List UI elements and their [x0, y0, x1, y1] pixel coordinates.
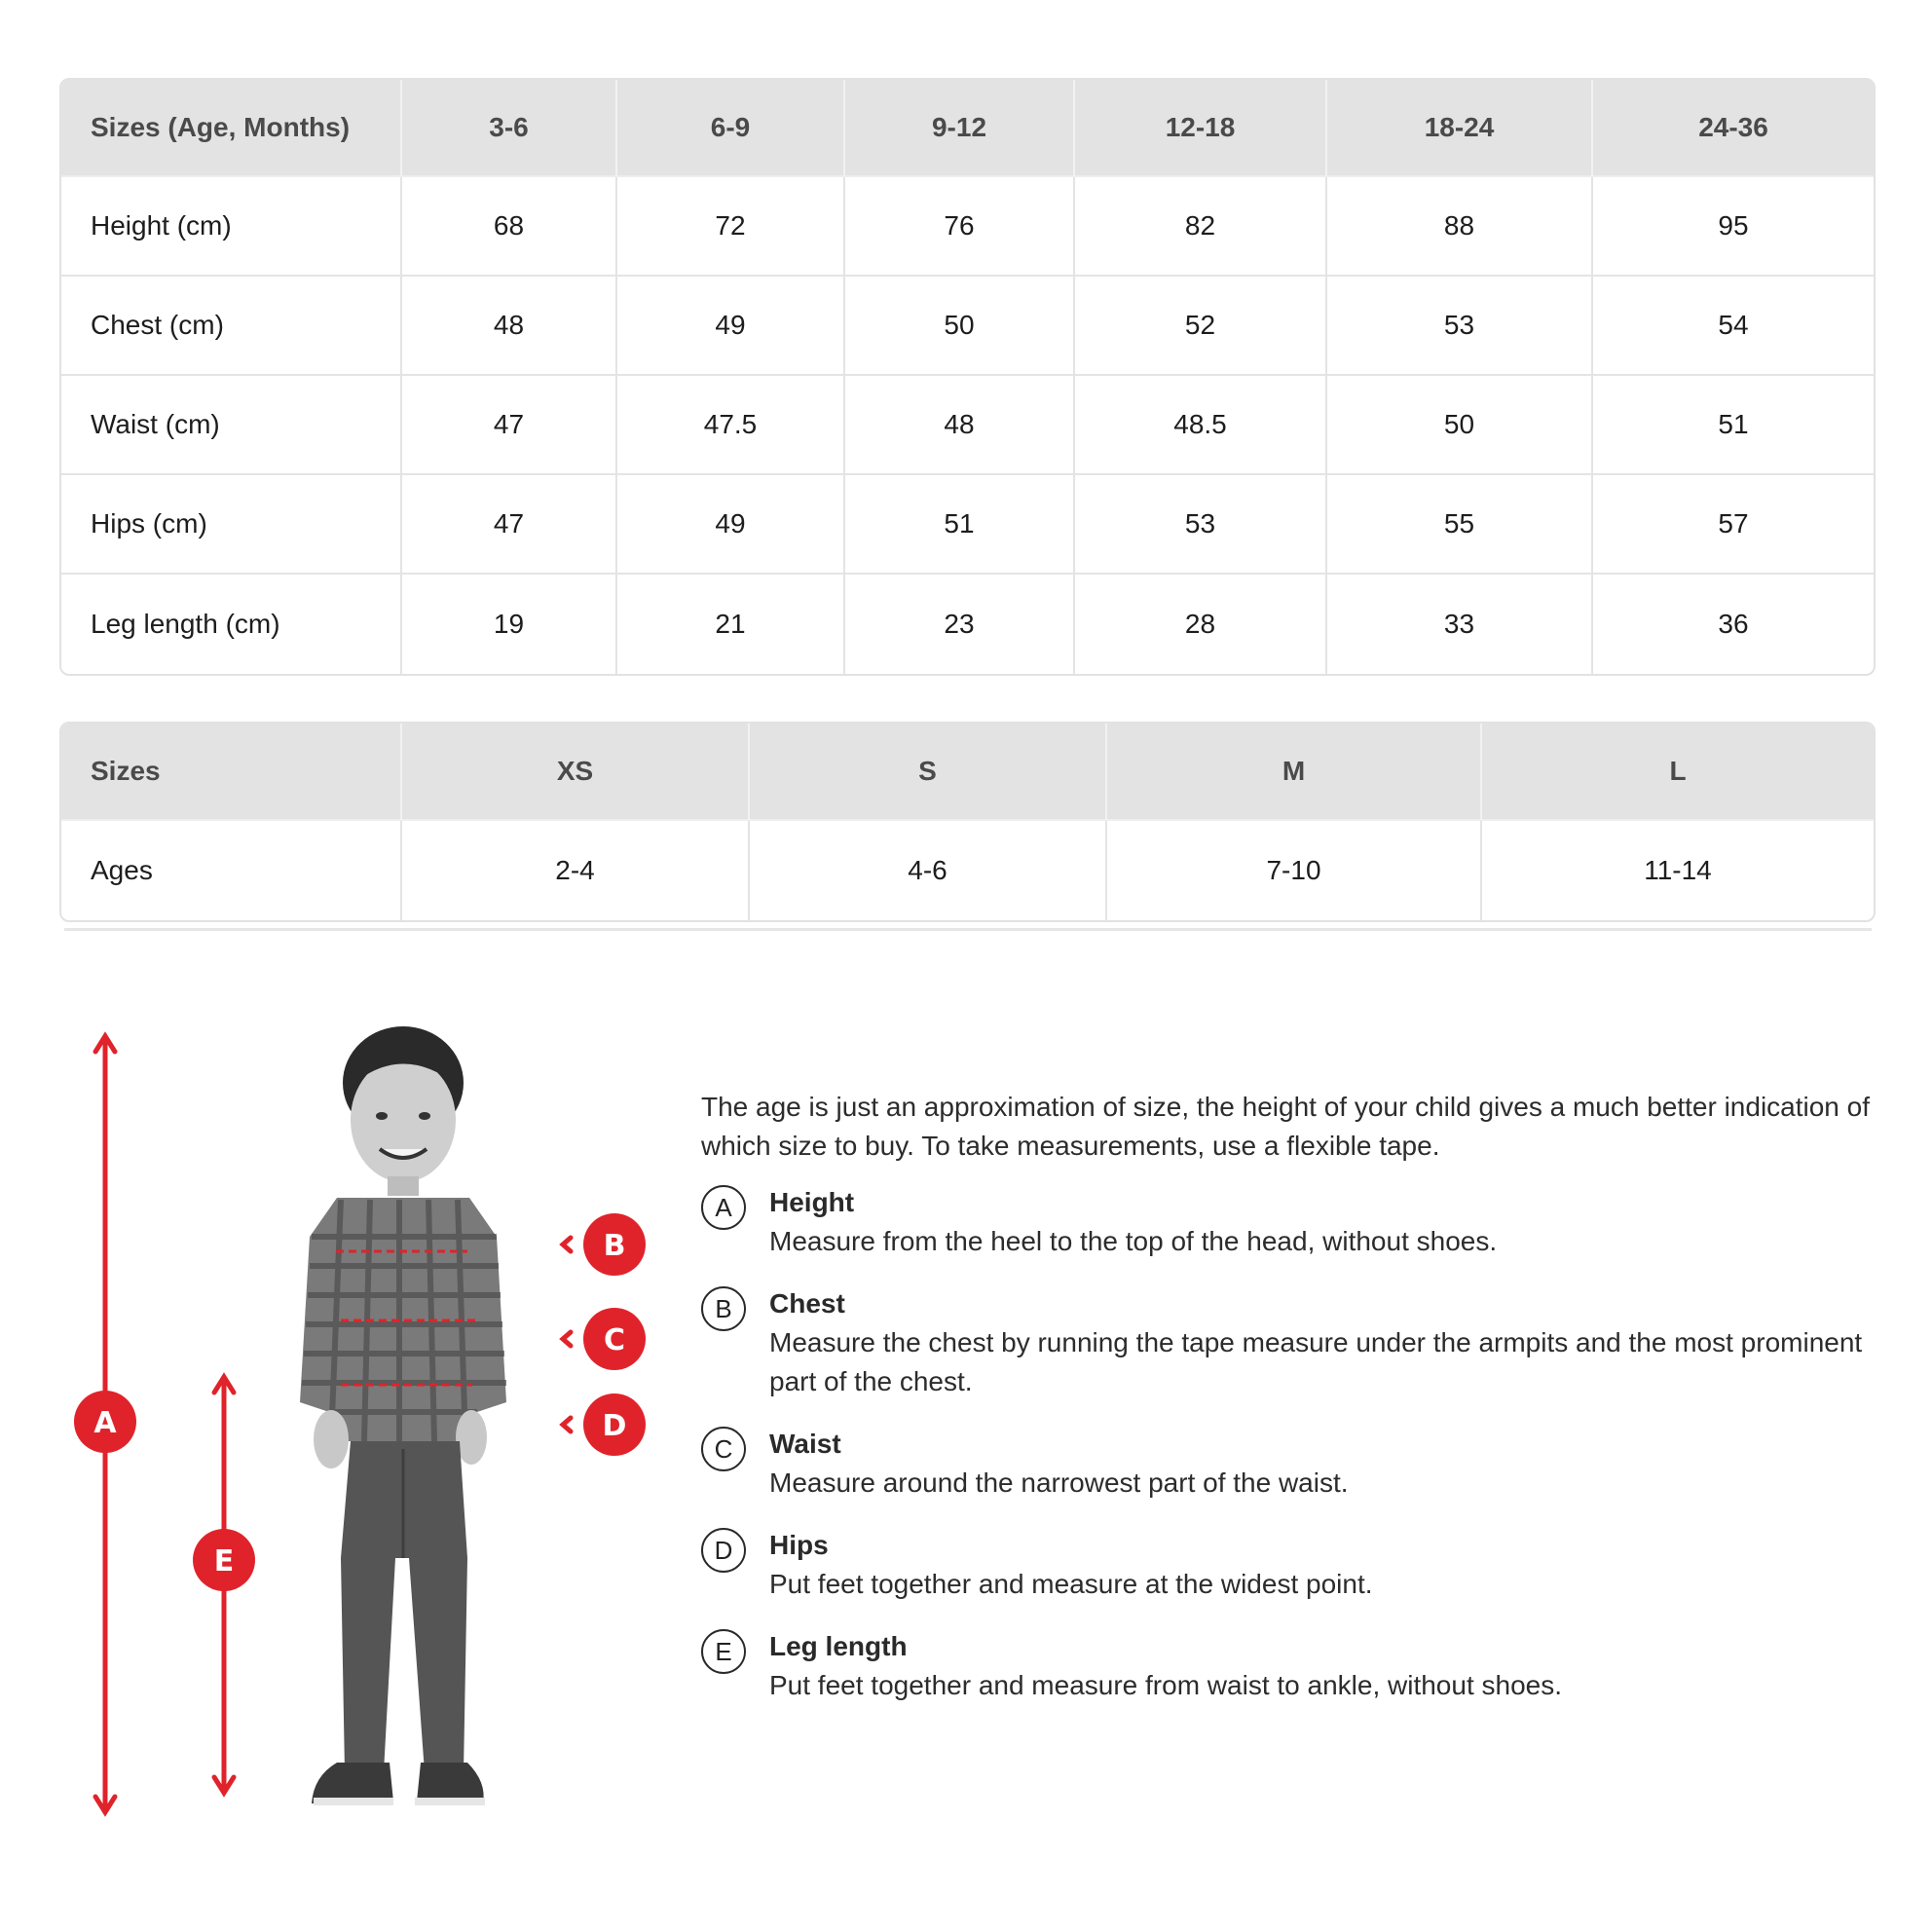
- guide-item-description: Put feet together and measure at the widest point.: [769, 1569, 1373, 1599]
- marker-a: [74, 1391, 136, 1453]
- guide-intro: The age is just an approximation of size, the height of your child gives a much better indication of which size to buy. To take measurements, use a flexible tape.: [701, 1092, 1871, 1161]
- table-cell: 55: [1327, 475, 1593, 575]
- guide-item-description: Measure around the narrowest part of the waist.: [769, 1468, 1349, 1498]
- table-cell: 47: [402, 475, 617, 575]
- measurement-illustration: [58, 1013, 682, 1840]
- table-cell: 88: [1327, 177, 1593, 277]
- table-cell: 51: [845, 475, 1075, 575]
- guide-items: [701, 1183, 1870, 1705]
- table-row-hips: [61, 475, 1874, 575]
- table-cell: 33: [1327, 575, 1593, 674]
- row-label: Hips (cm): [61, 475, 402, 575]
- table-row-leg-length: [61, 575, 1874, 674]
- table-cell: 82: [1075, 177, 1327, 277]
- table-cell: 28: [1075, 575, 1327, 674]
- guide-item-description: Measure the chest by running the tape measure under the armpits and the most prominent part of the chest.: [769, 1327, 1863, 1396]
- table-header-row: [61, 724, 1874, 821]
- table-cell: 53: [1327, 277, 1593, 376]
- table-cell: 7-10: [1107, 821, 1482, 920]
- marker-b-label: B: [603, 1229, 626, 1263]
- marker-c-label: C: [603, 1323, 626, 1357]
- size-chart-months-table: [59, 78, 1876, 676]
- table-cell: 47: [402, 376, 617, 475]
- letter-d-badge-icon: D: [701, 1528, 746, 1573]
- marker-e-label: E: [213, 1544, 235, 1579]
- row-label: Chest (cm): [61, 277, 402, 376]
- table-cell: 19: [402, 575, 617, 674]
- row-label: Ages: [61, 821, 402, 920]
- guide-item-title: Chest: [769, 1288, 845, 1319]
- guide-item-description: Put feet together and measure from waist to ankle, without shoes.: [769, 1670, 1562, 1700]
- guide-item-title: Hips: [769, 1530, 829, 1560]
- column-header: 24-36: [1593, 80, 1874, 177]
- table-cell: 48.5: [1075, 376, 1327, 475]
- column-header: 6-9: [617, 80, 845, 177]
- letter-c-badge-icon: C: [701, 1427, 746, 1471]
- column-header: M: [1107, 724, 1482, 821]
- table-cell: 53: [1075, 475, 1327, 575]
- guide-item-title: Height: [769, 1187, 855, 1217]
- table-cell: 11-14: [1644, 855, 1712, 885]
- marker-d-label: D: [602, 1409, 627, 1443]
- measurement-guide: [701, 1088, 1870, 1728]
- table-cell: 21: [617, 575, 845, 674]
- guide-item-hips: [701, 1526, 1870, 1604]
- table-cell: 57: [1593, 475, 1874, 575]
- section-divider: [64, 928, 1872, 931]
- table-cell: 2-4: [402, 821, 750, 920]
- header-label: Sizes (Age, Months): [61, 80, 402, 177]
- table-cell: 50: [1327, 376, 1593, 475]
- letter-a-badge-icon: A: [701, 1185, 746, 1230]
- row-label: Waist (cm): [61, 376, 402, 475]
- table-cell: 68: [402, 177, 617, 277]
- table-cell: 36: [1718, 609, 1749, 639]
- column-header: 12-18: [1075, 80, 1327, 177]
- guide-item-description: Measure from the heel to the top of the head, without shoes.: [769, 1226, 1498, 1256]
- size-chart-letters-table: [59, 722, 1876, 922]
- table-header-row: [61, 80, 1874, 177]
- header-label: Sizes: [61, 724, 402, 821]
- column-header: XS: [402, 724, 750, 821]
- table-cell: 50: [845, 277, 1075, 376]
- marker-c: [563, 1308, 646, 1370]
- table-cell: 52: [1075, 277, 1327, 376]
- row-label: Height (cm): [61, 177, 402, 277]
- column-header: 9-12: [845, 80, 1075, 177]
- table-cell: 47.5: [617, 376, 845, 475]
- guide-item-height: [701, 1183, 1870, 1261]
- marker-e: [193, 1529, 255, 1591]
- guide-item-leg-length: [701, 1627, 1870, 1705]
- column-header: 3-6: [402, 80, 617, 177]
- table-cell: 48: [845, 376, 1075, 475]
- table-row-ages: [61, 821, 1874, 920]
- column-header: S: [750, 724, 1107, 821]
- child-figure: [300, 1026, 506, 1805]
- table-row-waist: [61, 376, 1874, 475]
- letter-b-badge-icon: B: [701, 1286, 746, 1331]
- marker-a-label: A: [93, 1406, 117, 1440]
- column-header: 18-24: [1327, 80, 1593, 177]
- marker-b: [563, 1213, 646, 1276]
- table-cell: 48: [402, 277, 617, 376]
- table-cell: 51: [1593, 376, 1874, 475]
- table-row-height: [61, 177, 1874, 277]
- marker-d: [563, 1393, 646, 1456]
- table-cell: 54: [1593, 277, 1874, 376]
- guide-item-title: Leg length: [769, 1631, 908, 1661]
- table-cell: 49: [617, 277, 845, 376]
- table-row-chest: [61, 277, 1874, 376]
- row-label: Leg length (cm): [61, 575, 402, 674]
- column-header: L: [1482, 724, 1874, 821]
- guide-item-waist: [701, 1425, 1870, 1503]
- guide-item-title: Waist: [769, 1429, 841, 1459]
- table-cell: 4-6: [750, 821, 1107, 920]
- table-cell: 95: [1593, 177, 1874, 277]
- table-cell: 49: [617, 475, 845, 575]
- table-cell: 23: [845, 575, 1075, 674]
- table-cell: 72: [617, 177, 845, 277]
- guide-item-chest: [701, 1284, 1870, 1401]
- letter-e-badge-icon: E: [701, 1629, 746, 1674]
- table-cell: 76: [845, 177, 1075, 277]
